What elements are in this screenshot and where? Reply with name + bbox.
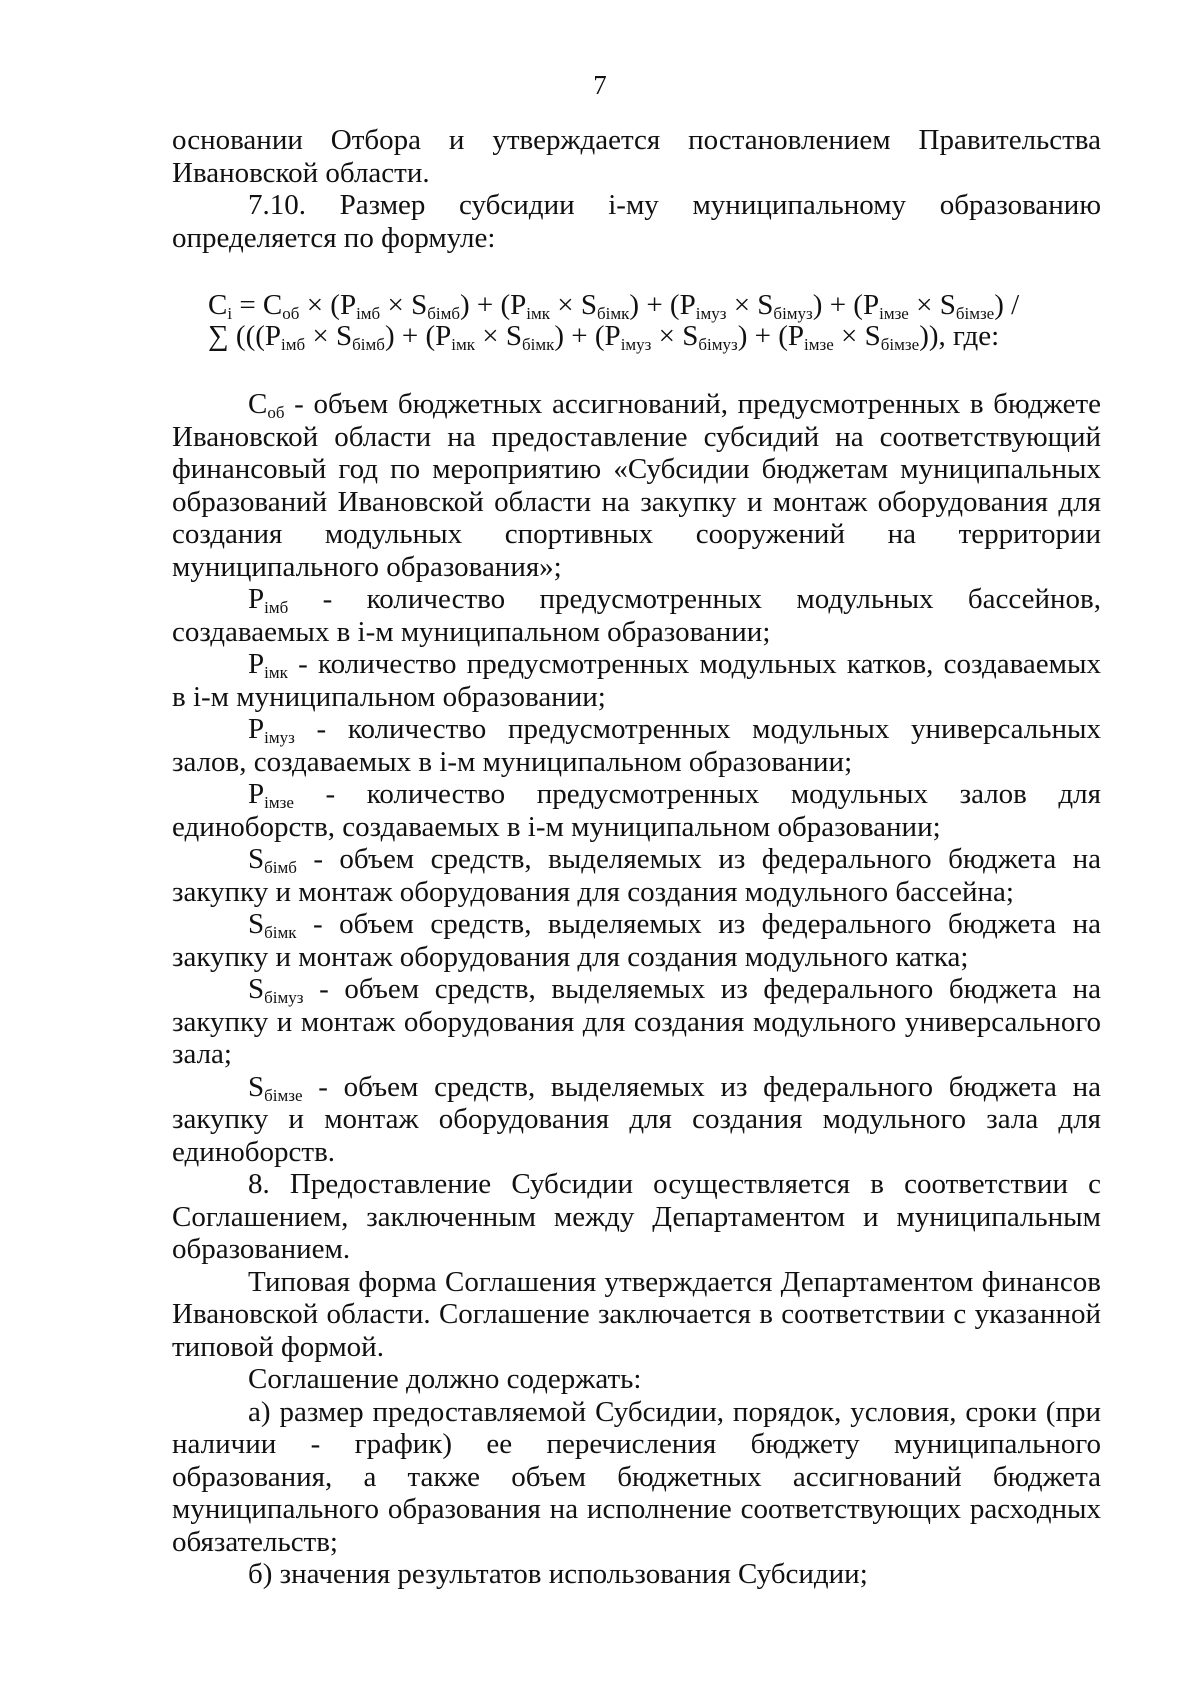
paragraph-8: 8. Предоставление Субсидии осуществляется в соответствии с Соглашением, заключенным между Департаментом и муниципальным образованием.	[172, 1168, 1101, 1265]
formula	[208, 290, 1101, 352]
paragraph-7-10: 7.10. Размер субсидии i-му муниципальному образованию определяется по формуле:	[172, 189, 1101, 254]
paragraph-item-b: б) значения результатов использования Субсидии;	[248, 1558, 868, 1590]
paragraph-intro: основании Отбора и утверждается постановлением Правительства Ивановской области.	[172, 124, 1101, 189]
definition-p-imze: $P_{імзе}$ - количество предусмотренных модульных залов для единоборств, создаваемых в i-м муниципальном образовании;	[172, 778, 1101, 843]
formula-line-2: ∑ ($((P_{імб} \times S_{бімб}) + (P_{імк} \times S_{бімк}) + (P_{імуз} \times S_{бімуз}) + (P_{імзе} \times S_{бімзе}))$, где:	[208, 320, 1000, 354]
paragraph-typical-form: Типовая форма Соглашения утверждается Департаментом финансов Ивановской области. Соглашение заключается в соответствии с указанной типовой формой.	[172, 1265, 1101, 1363]
formula-line-1: $C_i = C_{об} \times (P_{імб} \times S_{бімб}) + (P_{імк} \times S_{бімк}) + (P_{імуз} \times S_{бімуз}) + (P_{імзе} \times S_{бімзе})$ /	[208, 289, 1020, 323]
paragraph-item-a: а) размер предоставляемой Субсидии, порядок, условия, сроки (при наличии - график) ее перечисления бюджету муниципального образования, а также объем бюджетных ассигнований бюджета муниципального образования на исполнение соответствующих расходных обязательств;	[172, 1395, 1101, 1558]
page-number: 7	[593, 70, 607, 100]
definition-p-imuz: $P_{імуз}$ - количество предусмотренных модульных универсальных залов, создаваемых в i-м муниципальном образовании;	[172, 713, 1101, 778]
definition-s-bimuz: $S_{бімуз}$ - объем средств, выделяемых из федерального бюджета на закупку и монтаж оборудования для создания модульного универсального зала;	[172, 973, 1101, 1070]
definition-s-bimk: $S_{бімк}$ - объем средств, выделяемых из федерального бюджета на закупку и монтаж оборудования для создания модульного катка;	[172, 908, 1101, 973]
definition-p-imb: $P_{імб}$ - количество предусмотренных модульных бассейнов, создаваемых в i-м муниципальном образовании;	[172, 583, 1101, 648]
paragraph-agreement-contents: Соглашение должно содержать:	[248, 1363, 642, 1395]
definition-s-bimze: $S_{бімзе}$ - объем средств, выделяемых из федерального бюджета на закупку и монтаж оборудования для создания модульного зала для единоборств.	[172, 1070, 1101, 1168]
definition-s-bimb: $S_{бімб}$ - объем средств, выделяемых из федерального бюджета на закупку и монтаж оборудования для создания модульного бассейна;	[172, 843, 1101, 908]
definition-p-imk: $P_{імк}$ - количество предусмотренных модульных катков, создаваемых в i-м муниципальном образовании;	[172, 648, 1101, 713]
document-body	[172, 124, 1101, 1591]
definition-c-ob: $C_{об}$ - объем бюджетных ассигнований, предусмотренных в бюджете Ивановской области на предоставление субсидий на соответствующий финансовый год по мероприятию «Субсидии бюджетам муниципальных образований Ивановской области на закупку и монтаж оборудования для создания модульных спортивных сооружений на территории муниципального образования»;	[172, 388, 1101, 583]
